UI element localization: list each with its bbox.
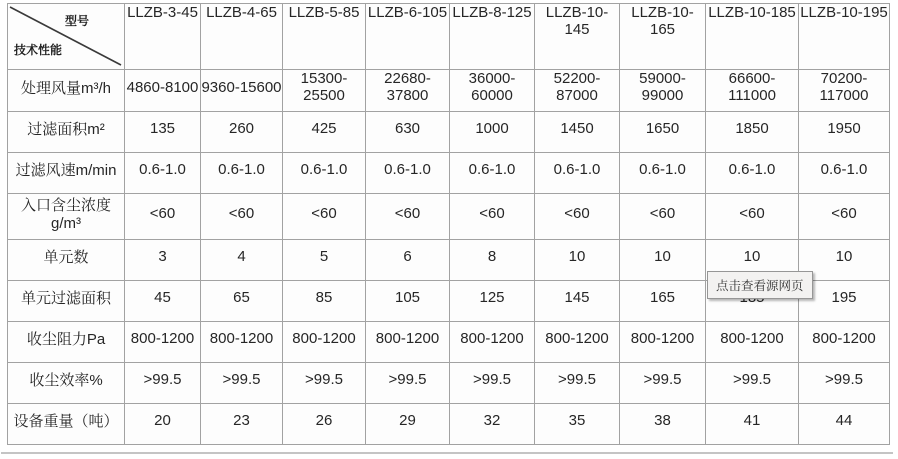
value-cell: 1950	[799, 112, 890, 153]
value-cell: 1650	[620, 112, 706, 153]
value-cell: 800-1200	[620, 322, 706, 363]
value-cell: >99.5	[799, 363, 890, 404]
value-cell: 41	[706, 404, 799, 445]
model-header: LLZB-4-65	[201, 4, 283, 70]
image-bottom-shadow	[1, 452, 893, 454]
value-cell: >99.5	[706, 363, 799, 404]
model-header: LLZB-3-45	[125, 4, 201, 70]
value-cell: 4860-8100	[125, 70, 201, 112]
value-cell: 630	[366, 112, 450, 153]
value-cell: 800-1200	[799, 322, 890, 363]
model-header: LLZB-10-165	[620, 4, 706, 70]
value-cell: 0.6-1.0	[706, 153, 799, 194]
value-cell: 26	[283, 404, 366, 445]
value-cell: 425	[283, 112, 366, 153]
value-cell: 59000-99000	[620, 70, 706, 112]
value-cell: 145	[535, 281, 620, 322]
value-cell: 35	[535, 404, 620, 445]
value-cell: <60	[201, 194, 283, 240]
table-row	[8, 404, 890, 445]
value-cell: 1450	[535, 112, 620, 153]
model-header: LLZB-6-105	[366, 4, 450, 70]
value-cell: 800-1200	[125, 322, 201, 363]
model-header: LLZB-10-195	[799, 4, 890, 70]
value-cell: >99.5	[201, 363, 283, 404]
model-header: LLZB-10-185	[706, 4, 799, 70]
value-cell: 800-1200	[283, 322, 366, 363]
value-cell: 66600-111000	[706, 70, 799, 112]
value-cell: 32	[450, 404, 535, 445]
value-cell: 4	[201, 240, 283, 281]
value-cell: 800-1200	[535, 322, 620, 363]
value-cell: >99.5	[535, 363, 620, 404]
value-cell: 6	[366, 240, 450, 281]
value-cell: 0.6-1.0	[283, 153, 366, 194]
spec-table[interactable]	[7, 3, 890, 445]
row-label: 收尘阻力Pa	[8, 322, 125, 363]
value-cell: 70200-117000	[799, 70, 890, 112]
value-cell: 20	[125, 404, 201, 445]
header-row	[8, 4, 890, 70]
value-cell: 195	[799, 281, 890, 322]
value-cell: <60	[283, 194, 366, 240]
value-cell: 8	[450, 240, 535, 281]
value-cell: >99.5	[450, 363, 535, 404]
value-cell: 0.6-1.0	[799, 153, 890, 194]
row-label: 处理风量m³/h	[8, 70, 125, 112]
value-cell: 1000	[450, 112, 535, 153]
value-cell: 45	[125, 281, 201, 322]
corner-perf-label: 技术性能	[14, 43, 63, 57]
value-cell: 260	[201, 112, 283, 153]
value-cell: 5	[283, 240, 366, 281]
table-row	[8, 70, 890, 112]
value-cell: 800-1200	[366, 322, 450, 363]
value-cell: >99.5	[620, 363, 706, 404]
value-cell: 38	[620, 404, 706, 445]
value-cell: 165	[620, 281, 706, 322]
value-cell: 800-1200	[450, 322, 535, 363]
row-label: 入口含尘浓度g/m³	[8, 194, 125, 240]
value-cell: 3	[125, 240, 201, 281]
value-cell: <60	[799, 194, 890, 240]
value-cell: 10	[799, 240, 890, 281]
value-cell: 10	[706, 240, 799, 281]
hover-tooltip: 点击查看源网页	[707, 271, 813, 299]
table-row	[8, 194, 890, 240]
value-cell: 135	[125, 112, 201, 153]
value-cell: 10	[620, 240, 706, 281]
model-header: LLZB-5-85	[283, 4, 366, 70]
value-cell: 0.6-1.0	[125, 153, 201, 194]
row-label: 过滤风速m/min	[8, 153, 125, 194]
value-cell: <60	[535, 194, 620, 240]
value-cell: >99.5	[283, 363, 366, 404]
table-row	[8, 363, 890, 404]
value-cell: <60	[706, 194, 799, 240]
value-cell: 15300-25500	[283, 70, 366, 112]
value-cell: 36000-60000	[450, 70, 535, 112]
value-cell: 800-1200	[706, 322, 799, 363]
corner-header-cell	[8, 4, 125, 70]
table-row	[8, 322, 890, 363]
value-cell: <60	[366, 194, 450, 240]
value-cell: 1850	[706, 112, 799, 153]
table-row	[8, 112, 890, 153]
value-cell: 0.6-1.0	[366, 153, 450, 194]
table-row	[8, 153, 890, 194]
value-cell: <60	[125, 194, 201, 240]
value-cell: 9360-15600	[201, 70, 283, 112]
value-cell: 29	[366, 404, 450, 445]
row-label: 过滤面积m²	[8, 112, 125, 153]
row-label: 单元数	[8, 240, 125, 281]
value-cell: 0.6-1.0	[201, 153, 283, 194]
corner-model-label: 型号	[65, 14, 90, 28]
value-cell: >99.5	[366, 363, 450, 404]
model-header: LLZB-8-125	[450, 4, 535, 70]
value-cell: 23	[201, 404, 283, 445]
value-cell: 125	[450, 281, 535, 322]
value-cell: 22680-37800	[366, 70, 450, 112]
row-label: 收尘效率%	[8, 363, 125, 404]
value-cell: <60	[620, 194, 706, 240]
value-cell: 0.6-1.0	[535, 153, 620, 194]
row-label: 设备重量（吨）	[8, 404, 125, 445]
value-cell: 85	[283, 281, 366, 322]
value-cell: 52200-87000	[535, 70, 620, 112]
value-cell: 0.6-1.0	[450, 153, 535, 194]
value-cell: 105	[366, 281, 450, 322]
value-cell: 10	[535, 240, 620, 281]
value-cell: 0.6-1.0	[620, 153, 706, 194]
model-header: LLZB-10-145	[535, 4, 620, 70]
value-cell: 44	[799, 404, 890, 445]
row-label: 单元过滤面积	[8, 281, 125, 322]
value-cell: 800-1200	[201, 322, 283, 363]
value-cell: 65	[201, 281, 283, 322]
value-cell: >99.5	[125, 363, 201, 404]
value-cell: <60	[450, 194, 535, 240]
